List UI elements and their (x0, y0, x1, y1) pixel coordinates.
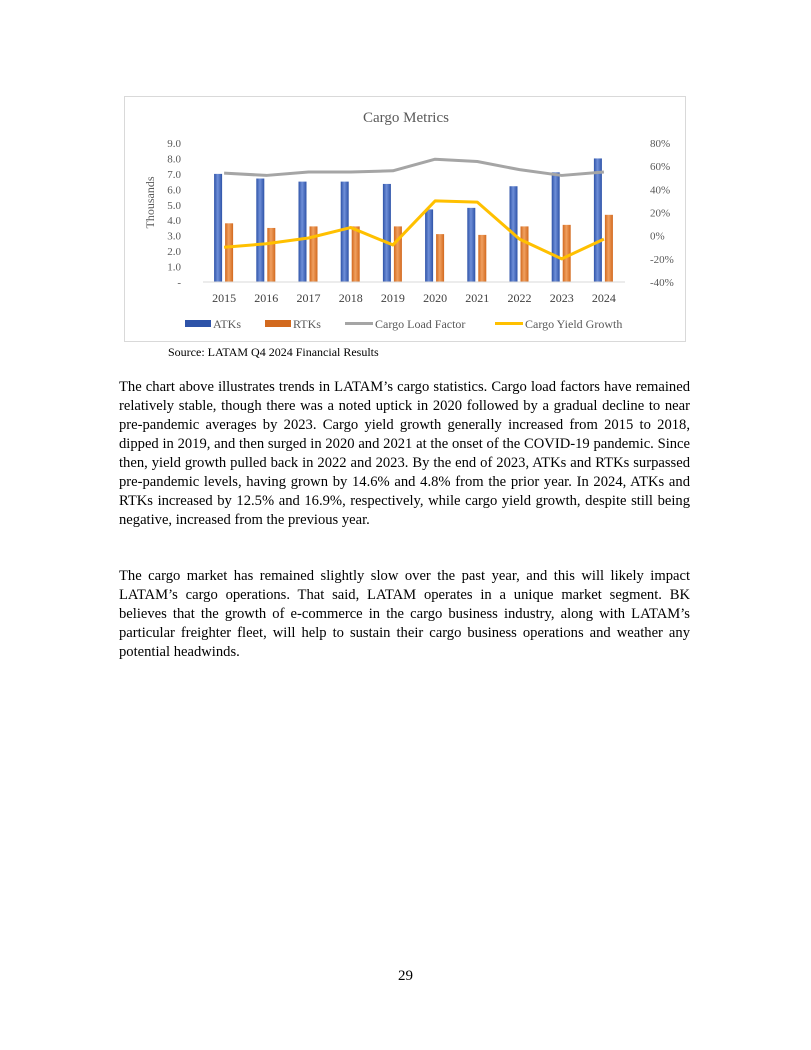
atks-bar (467, 208, 475, 282)
legend-label: ATKs (213, 317, 242, 331)
legend-swatch (265, 320, 291, 327)
cargo-load-factor-line (224, 159, 604, 175)
x-tick-label: 2018 (338, 291, 363, 305)
y-tick-label: 3.0 (167, 230, 181, 243)
paragraph-1: The chart above illustrates trends in LATAM’s cargo statistics. Cargo load factors have remained relatively stable, though there was a noted uptick in 2020 followed by a gradual decline to near pre-pandemic averages by 2023. Cargo yield growth generally increased from 2015 to 2018, dipped in 2019, and then surged in 2020 and 2021 at the onset of the COVID-19 pandemic. Since then, yield growth pulled back in 2022 and 2023. By the end of 2023, ATKs and RTKs surpassed pre-pandemic levels, having grown by 14.6% and 4.8% from the prior year. In 2024, ATKs and RTKs increased by 12.5% and 16.9%, respectively, while cargo yield growth, despite still being negative, increased from the previous year. (119, 379, 690, 528)
y2-tick-label: -40% (650, 277, 674, 289)
rtks-bar (605, 215, 613, 282)
x-tick-label: 2024 (591, 291, 616, 305)
chart-canvas (125, 97, 687, 343)
atks-bar (341, 182, 349, 282)
cargo-metrics-chart (124, 96, 686, 342)
cargo-yield-growth-line (224, 201, 604, 259)
x-tick-label: 2020 (423, 291, 448, 305)
y-tick-label: 7.0 (167, 168, 181, 181)
y2-tick-label: 0% (650, 230, 665, 243)
y-axis-label: Thousands (143, 176, 157, 229)
atks-bar (299, 182, 307, 282)
chart-title: Cargo Metrics (363, 110, 449, 126)
rtks-bar (436, 234, 444, 282)
y-tick-label: 2.0 (167, 246, 181, 259)
y-tick-label: 5.0 (167, 199, 181, 212)
y-tick-label: 8.0 (167, 153, 181, 166)
rtks-bar (521, 226, 529, 282)
x-tick-label: 2019 (380, 291, 405, 305)
x-tick-label: 2021 (465, 291, 490, 305)
atks-bar (214, 174, 222, 282)
y-tick-label: - (177, 277, 181, 289)
rtks-bar (352, 226, 360, 282)
page-number: 29 (398, 968, 413, 984)
rtks-bar (563, 225, 571, 282)
rtks-bar (225, 223, 233, 282)
y2-tick-label: 60% (650, 161, 671, 174)
legend-swatch (185, 320, 211, 327)
legend-label: Cargo Load Factor (375, 317, 466, 331)
atks-bar (256, 179, 264, 282)
y-tick-label: 9.0 (167, 138, 181, 150)
y-tick-label: 1.0 (167, 261, 181, 274)
rtks-bar (267, 228, 275, 282)
y2-tick-label: 40% (650, 184, 671, 197)
chart-source-note: Source: LATAM Q4 2024 Financial Results (168, 345, 379, 359)
legend-label: RTKs (293, 317, 321, 331)
y-tick-label: 4.0 (167, 215, 181, 228)
paragraph-2: The cargo market has remained slightly slow over the past year, and this will likely impact LATAM’s cargo operations. That said, LATAM operates in a unique market segment. BK believes that the growth of e-commerce in the cargo business industry, along with LATAM’s particular freighter fleet, will help to sustain their cargo business operations and weather any potential headwinds. (119, 568, 690, 660)
atks-bar (552, 172, 560, 282)
y2-tick-label: 80% (650, 138, 671, 150)
x-tick-label: 2017 (296, 291, 321, 305)
x-tick-label: 2015 (212, 291, 237, 305)
atks-bar (425, 209, 433, 282)
x-tick-label: 2022 (507, 291, 532, 305)
x-tick-label: 2023 (549, 291, 574, 305)
rtks-bar (478, 235, 486, 282)
atks-bar (383, 184, 391, 282)
x-tick-label: 2016 (254, 291, 279, 305)
y2-tick-label: -20% (650, 253, 674, 266)
y-tick-label: 6.0 (167, 184, 181, 197)
y2-tick-label: 20% (650, 207, 671, 220)
atks-bar (594, 158, 602, 282)
legend-label: Cargo Yield Growth (525, 317, 623, 331)
